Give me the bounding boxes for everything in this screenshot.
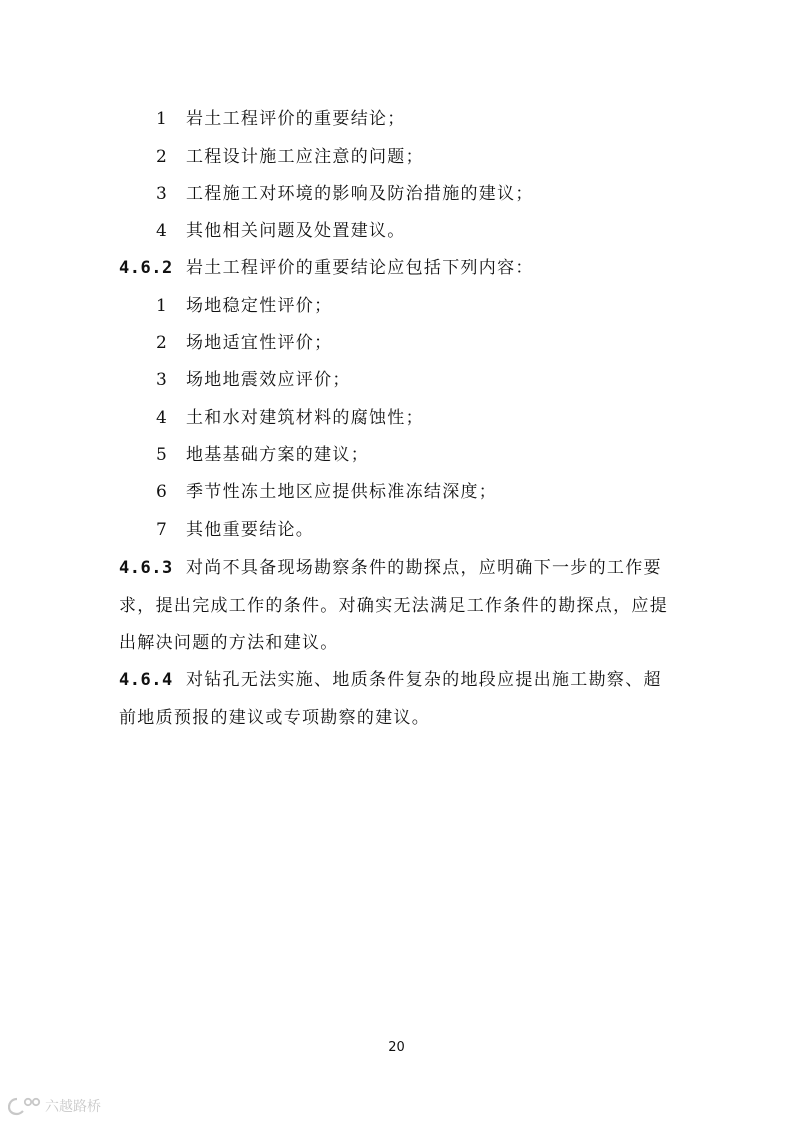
list-item <box>0 439 793 471</box>
item-number: 2 <box>156 333 169 353</box>
item-text: 岩土工程评价的重要结论； <box>186 109 406 129</box>
item-number: 7 <box>156 520 169 540</box>
item-text: 地基基础方案的建议； <box>186 445 369 465</box>
clause-text: 对钻孔无法实施、地质条件复杂的地段应提出施工勘察、超 <box>186 670 662 690</box>
clause-number: 4.6.3 <box>119 558 173 578</box>
item-number: 5 <box>156 445 169 465</box>
watermark-text: 六越路桥 <box>45 1099 101 1115</box>
clause-text: 求，提出完成工作的条件。对确实无法满足工作条件的勘探点，应提 <box>119 596 668 616</box>
item-number: 2 <box>156 147 169 167</box>
item-text: 工程施工对环境的影响及防治措施的建议； <box>186 184 534 204</box>
clause-text: 前地质预报的建议或专项勘察的建议。 <box>119 708 431 728</box>
list-item <box>0 103 793 135</box>
page-number: 20 <box>388 1040 405 1055</box>
clause-number: 4.6.4 <box>119 670 173 690</box>
list-item <box>0 290 793 322</box>
item-number: 4 <box>156 221 169 241</box>
item-number: 3 <box>156 184 169 204</box>
list-item <box>0 364 793 396</box>
clause-4-6-2 <box>0 252 793 284</box>
item-text: 场地稳定性评价； <box>186 296 333 316</box>
item-number: 6 <box>156 482 169 502</box>
clause-text: 对尚不具备现场勘察条件的勘探点，应明确下一步的工作要 <box>186 558 662 578</box>
list-item <box>0 141 793 173</box>
clause-4-6-4 <box>0 664 793 696</box>
list-item <box>0 402 793 434</box>
item-number: 3 <box>156 370 169 390</box>
clause-continuation <box>0 590 793 622</box>
item-number: 4 <box>156 408 169 428</box>
list-item <box>0 514 793 546</box>
item-text: 季节性冻土地区应提供标准冻结深度； <box>186 482 498 502</box>
item-text: 其他相关问题及处置建议。 <box>186 221 406 241</box>
list-item <box>0 178 793 210</box>
clause-number: 4.6.2 <box>119 258 173 278</box>
list-item <box>0 476 793 508</box>
clause-continuation <box>0 627 793 659</box>
item-number: 1 <box>156 109 169 129</box>
item-text: 其他重要结论。 <box>186 520 315 540</box>
watermark <box>8 1094 101 1118</box>
logo-icon <box>8 1096 42 1116</box>
clause-continuation <box>0 702 793 734</box>
clause-4-6-3 <box>0 552 793 584</box>
item-text: 土和水对建筑材料的腐蚀性； <box>186 408 424 428</box>
list-item <box>0 215 793 247</box>
list-item <box>0 327 793 359</box>
clause-text: 岩土工程评价的重要结论应包括下列内容： <box>186 258 534 278</box>
clause-text: 出解决问题的方法和建议。 <box>119 633 339 653</box>
item-text: 场地适宜性评价； <box>186 333 333 353</box>
item-text: 工程设计施工应注意的问题； <box>186 147 424 167</box>
item-text: 场地地震效应评价； <box>186 370 351 390</box>
item-number: 1 <box>156 296 169 316</box>
